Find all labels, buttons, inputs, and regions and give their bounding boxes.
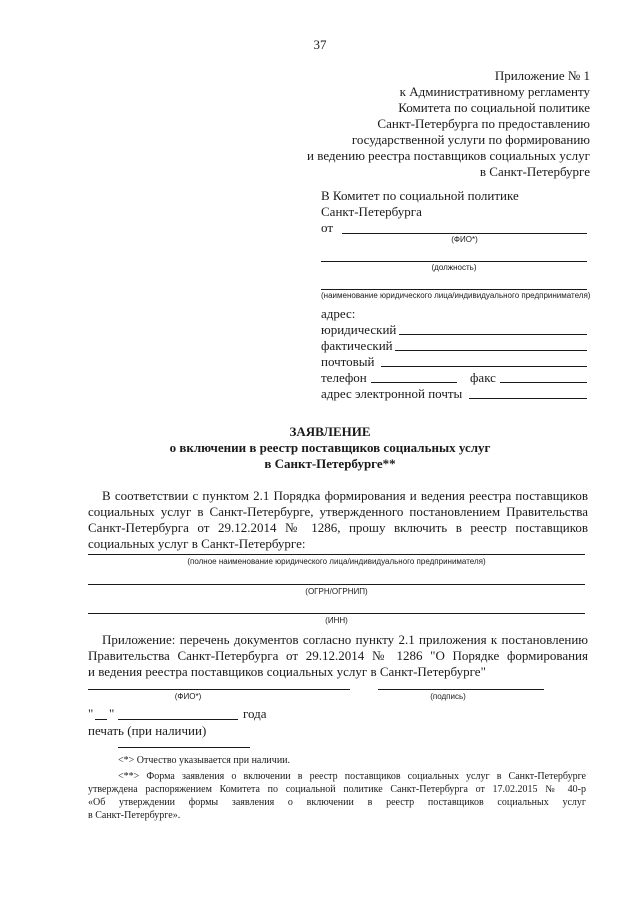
signature-fio-caption: (ФИО*)	[174, 692, 202, 701]
full-name-caption: (полное наименование юридического лица/индивидуального предпринимателя)	[187, 557, 486, 566]
postal-address-label: почтовый	[321, 354, 375, 369]
from-label: от	[321, 220, 334, 235]
fio-field[interactable]	[342, 233, 587, 234]
footnote-line: утверждена распоряжением Комитета по социальной политике Санкт-Петербурга от 17.02.2015 № 40-р	[88, 784, 586, 795]
email-label: адрес электронной почты	[321, 386, 463, 401]
footnote-line: <**> Форма заявления о включении в реестр поставщиков социальных услуг в Санкт-Петербурге	[118, 771, 586, 782]
footnote-1: <*> Отчество указывается при наличии.	[118, 755, 291, 766]
document-subtitle-line1: о включении в реестр поставщиков социальных услуг	[169, 440, 491, 455]
legal-address-field[interactable]	[399, 334, 587, 335]
signature-field[interactable]	[378, 689, 544, 690]
body-paragraph-1	[88, 488, 588, 552]
appendix-line: Приложение № 1	[494, 68, 590, 83]
organization-field[interactable]	[321, 289, 587, 290]
addressee-to-line2: Санкт-Петербурга	[321, 204, 422, 219]
ogrn-field[interactable]	[88, 584, 585, 585]
date-quote-open: "	[88, 706, 94, 721]
legal-address-label: юридический	[321, 322, 397, 337]
date-month-field[interactable]	[118, 719, 238, 720]
position-field[interactable]	[321, 261, 587, 262]
addressee-to-line1: В Комитет по социальной политике	[321, 188, 519, 203]
postal-address-field[interactable]	[381, 366, 587, 367]
document-title: ЗАЯВЛЕНИЕ	[289, 424, 371, 439]
inn-field[interactable]	[88, 613, 585, 614]
paragraph-line: Приложение: перечень документов согласно пункту 2.1 приложения к постановлению	[102, 632, 588, 647]
date-day-field[interactable]	[95, 719, 107, 720]
paragraph-line: Правительства Санкт-Петербурга от 29.12.2014 № 1286 "О Порядке формирования	[88, 648, 588, 663]
actual-address-field[interactable]	[395, 350, 587, 351]
stamp-label: печать (при наличии)	[88, 723, 207, 738]
full-name-field[interactable]	[88, 554, 585, 555]
appendix-line: Санкт-Петербурга по предоставлению	[377, 116, 590, 131]
signature-caption: (подпись)	[430, 692, 466, 701]
phone-field[interactable]	[371, 382, 457, 383]
ogrn-caption: (ОГРН/ОГРНИП)	[305, 587, 368, 596]
page-number: 37	[313, 37, 327, 52]
position-caption: (должность)	[431, 263, 477, 272]
email-field[interactable]	[469, 398, 587, 399]
fax-field[interactable]	[500, 382, 587, 383]
footnote-divider	[118, 747, 250, 748]
signature-fio-field[interactable]	[88, 689, 350, 690]
fio-caption: (ФИО*)	[451, 235, 478, 244]
footnote-line: «Об утверждении формы заявления о включении в реестр поставщиков социальных услуг	[88, 797, 586, 808]
phone-label: телефон	[321, 370, 367, 385]
date-year-label: года	[243, 706, 267, 721]
appendix-line: к Административному регламенту	[399, 84, 590, 99]
actual-address-label: фактический	[321, 338, 393, 353]
appendix-line: и ведению реестра поставщиков социальных услуг	[307, 148, 590, 163]
fax-label: факс	[470, 370, 496, 385]
appendix-header	[290, 68, 590, 180]
paragraph-line: социальных услуг в Санкт-Петербурге, утвержденного постановлением Правительства	[88, 504, 588, 519]
appendix-line: Комитета по социальной политике	[398, 100, 590, 115]
paragraph-line: Санкт-Петербурга от 29.12.2014 № 1286, прошу включить в реестр поставщиков	[88, 520, 588, 535]
organization-caption: (наименование юридического лица/индивидуального предпринимателя)	[321, 291, 591, 300]
inn-caption: (ИНН)	[325, 616, 348, 625]
footnote-line: в Санкт-Петербурге».	[88, 810, 181, 821]
appendix-line: государственной услуги по формированию	[351, 132, 590, 147]
document-subtitle-line2: в Санкт-Петербурге**	[264, 456, 396, 471]
paragraph-line: и ведения реестра поставщиков социальных услуг в Санкт-Петербурге"	[88, 664, 486, 679]
body-paragraph-2	[88, 632, 588, 680]
appendix-line: в Санкт-Петербурге	[479, 164, 590, 179]
footnote-2	[88, 770, 586, 822]
paragraph-line: В соответствии с пунктом 2.1 Порядка формирования и ведения реестра поставщиков	[102, 488, 588, 503]
paragraph-line: социальных услуг в Санкт-Петербурге:	[88, 536, 306, 551]
date-quote-close: "	[109, 706, 115, 721]
address-label: адрес:	[321, 306, 356, 321]
